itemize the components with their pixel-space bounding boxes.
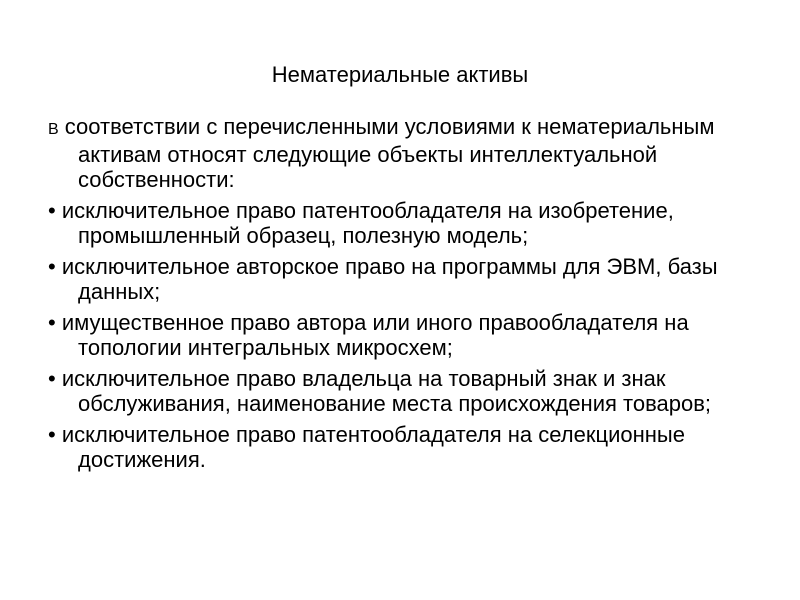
intro-text: соответствии с перечисленными условиями к нематериальным активам относят следующие объекты интеллектуальной собственности: xyxy=(58,114,715,192)
slide-body xyxy=(48,114,768,478)
bullet-item: • имущественное право автора или иного правообладателя на топологии интегральных микросхем; xyxy=(48,310,689,360)
bullet-item: • исключительное право владельца на товарный знак и знак обслуживания, наименование места происхождения товаров; xyxy=(48,366,712,416)
slide-title: Нематериальные активы xyxy=(271,62,529,87)
bullet-item: • исключительное право патентообладателя на изобретение, промышленный образец, полезную модель; xyxy=(48,198,674,248)
bullet-item: • исключительное право патентообладателя на селекционные достижения. xyxy=(48,422,685,472)
intro-first-letter: В xyxy=(48,121,59,138)
bullet-item: • исключительное авторское право на программы для ЭВМ, базы данных; xyxy=(48,254,718,304)
intro-paragraph xyxy=(48,114,768,192)
